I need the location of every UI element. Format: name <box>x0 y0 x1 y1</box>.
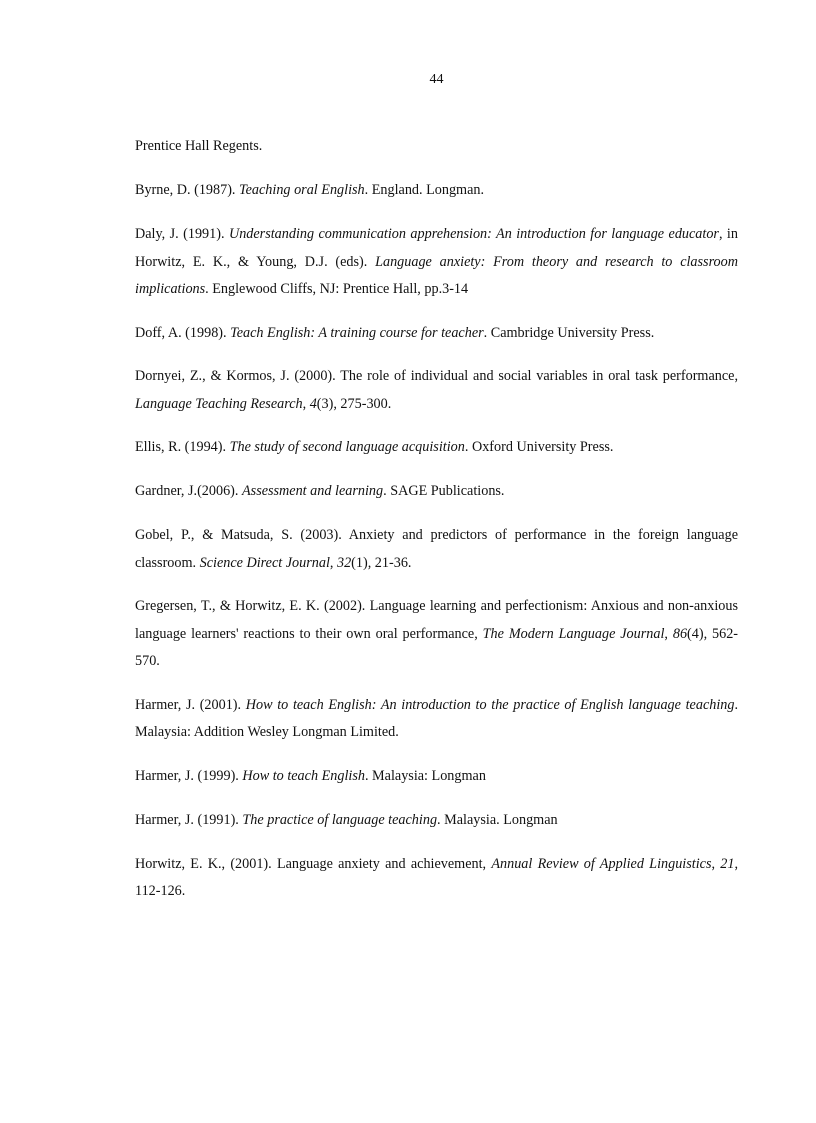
ref-title: Teach English: A training course for teacher <box>230 324 484 341</box>
ref-title: Teaching oral English <box>239 182 365 198</box>
ref-title: How to teach English <box>242 767 365 784</box>
ref-text: . Englewood Cliffs, NJ: Prentice Hall, pp.3-14 <box>205 281 469 297</box>
ref-text: Horwitz, E. K., (2001). Language anxiety and achievement, <box>135 855 492 872</box>
ref-journal: Annual Review of Applied Linguistics <box>491 855 712 872</box>
ref-text: Gregersen, T., & Horwitz, E. K. (2002). Language learning and perfectionism: Anxious and non-anxious language learners' reactions to their own oral performance, <box>135 598 738 642</box>
reference-entry <box>135 851 738 906</box>
ref-volume: 21 <box>720 855 735 872</box>
ref-text: . Malaysia: Addition Wesley Longman Limited. <box>135 696 739 740</box>
ref-volume: 4 <box>309 395 317 412</box>
reference-entry <box>135 221 738 304</box>
reference-entry <box>135 133 738 161</box>
reference-entry <box>135 522 738 577</box>
ref-text: . Cambridge University Press. <box>483 324 655 341</box>
ref-volume: 86 <box>672 625 688 642</box>
ref-text: . England. Longman. <box>364 182 485 198</box>
ref-text: Harmer, J. (1999). <box>135 767 243 784</box>
ref-text: Gobel, P., & Matsuda, S. (2003). Anxiety and predictors of performance in the foreign language classroom. <box>135 527 738 571</box>
reference-entry <box>135 320 738 348</box>
ref-text: Harmer, J. (2001). <box>135 696 246 713</box>
ref-title: Assessment and learning <box>242 483 384 499</box>
ref-text: Ellis, R. (1994). <box>135 439 230 455</box>
ref-text: . SAGE Publications. <box>383 483 505 499</box>
ref-journal: Science Direct Journal <box>199 554 330 571</box>
ref-volume: 32 <box>336 554 352 571</box>
ref-text: (4), 562-570. <box>135 625 739 669</box>
reference-entry <box>135 177 738 205</box>
ref-text: , in Horwitz, E. K., & Young, D.J. (eds). <box>135 226 738 270</box>
ref-journal: The Modern Language Journal <box>482 625 665 642</box>
ref-text: Dornyei, Z., & Kormos, J. (2000). The role of individual and social variables in oral task performance, <box>135 368 738 384</box>
ref-text: , <box>711 855 721 872</box>
ref-text: Harmer, J. (1991). <box>135 811 243 828</box>
ref-text: . Oxford University Press. <box>464 439 614 455</box>
ref-text: , <box>302 395 310 412</box>
reference-entry <box>135 692 738 747</box>
reference-entry <box>135 478 738 506</box>
ref-text: Doff, A. (1998). <box>135 324 231 341</box>
ref-title: Language anxiety: From theory and research to classroom implications <box>135 253 738 297</box>
reference-entry <box>135 434 738 462</box>
ref-text: . Malaysia: Longman <box>364 767 486 784</box>
ref-text: Prentice Hall Regents. <box>135 138 263 154</box>
ref-journal: Language Teaching Research <box>135 395 303 412</box>
reference-entry <box>135 763 738 791</box>
ref-text: Daly, J. (1991). <box>135 226 229 242</box>
ref-text: . Malaysia. Longman <box>437 811 558 828</box>
ref-title: Understanding communication apprehension: An introduction for language educator <box>228 226 719 242</box>
ref-text: , <box>329 554 337 571</box>
ref-text: (1), 21-36. <box>351 554 412 571</box>
reference-entry <box>135 363 738 418</box>
reference-entry <box>135 807 738 835</box>
page-number: 44 <box>429 72 444 87</box>
ref-text: Gardner, J.(2006). <box>135 483 242 499</box>
ref-title: The practice of language teaching <box>242 811 438 828</box>
ref-text: (3), 275-300. <box>316 395 392 412</box>
reference-list <box>135 133 738 922</box>
reference-entry <box>135 593 738 676</box>
ref-text: Byrne, D. (1987). <box>135 182 240 198</box>
ref-text: , <box>664 625 673 642</box>
ref-title: How to teach English: An introduction to the practice of English language teaching <box>245 696 735 713</box>
ref-text: , 112-126. <box>135 855 738 899</box>
ref-title: The study of second language acquisition <box>229 439 465 455</box>
